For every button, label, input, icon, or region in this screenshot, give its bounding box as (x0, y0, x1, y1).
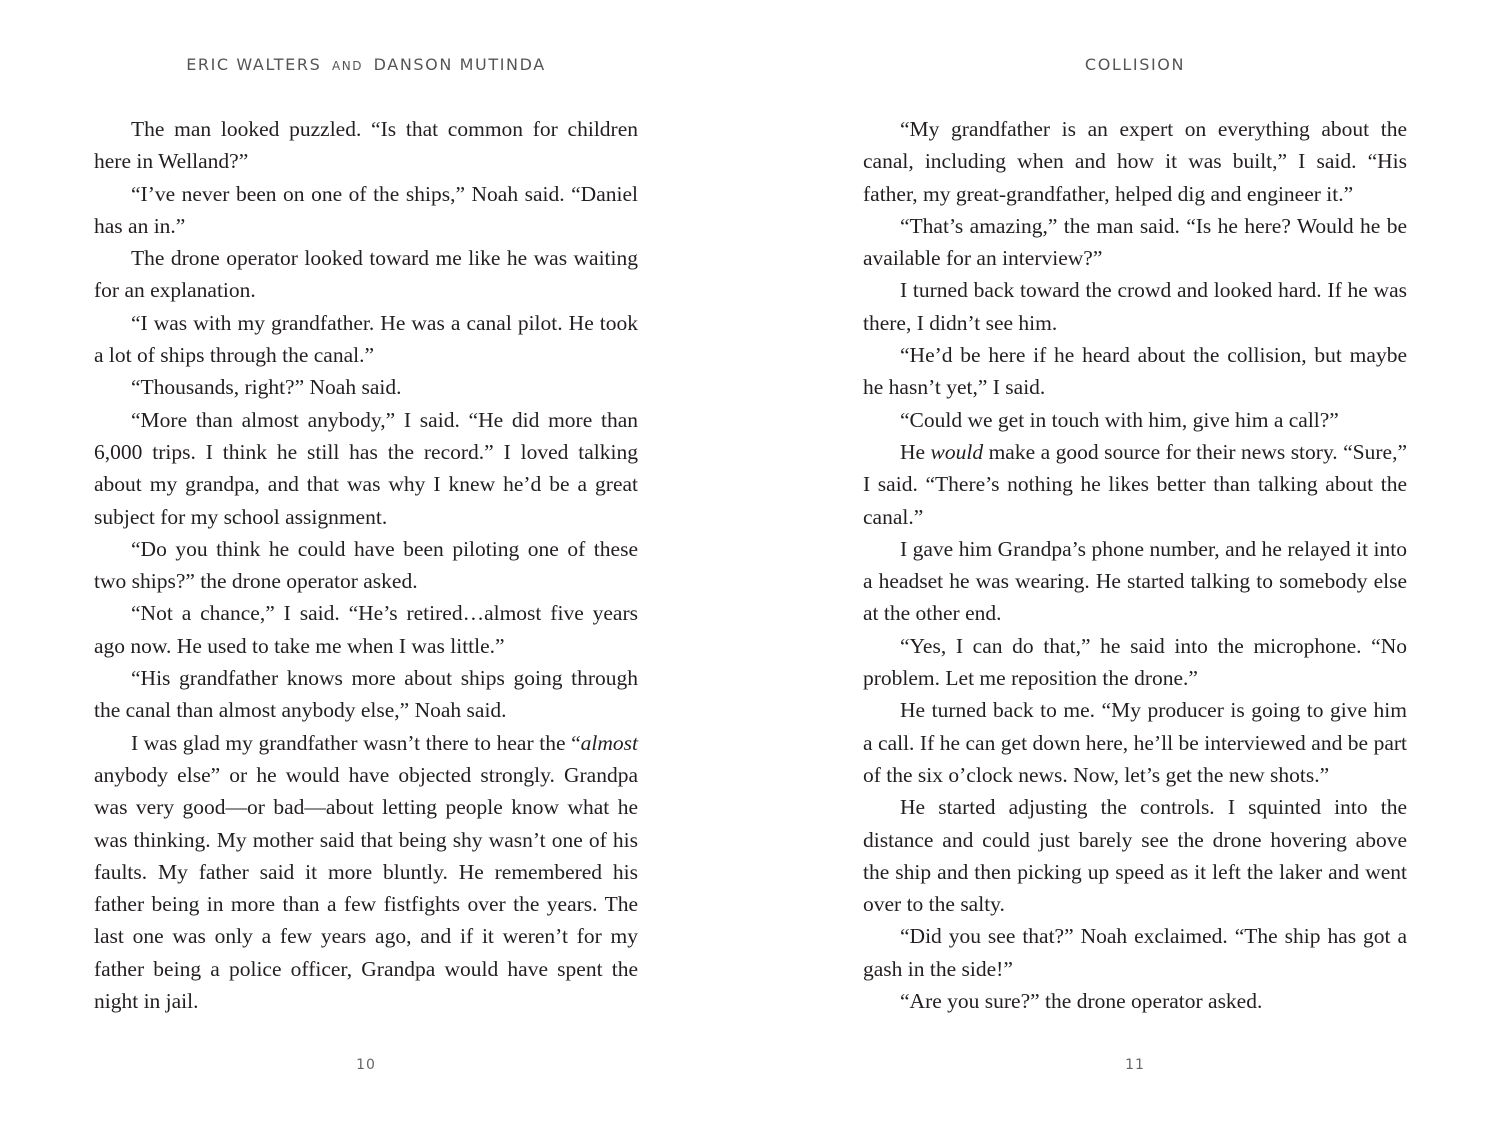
right-page-body (863, 113, 1407, 1017)
paragraph: “Could we get in touch with him, give him a call?” (900, 407, 1339, 432)
text-run: anybody else” or he would have objected strongly. Grandpa was very good—or bad—about letting people know what he was thinking. My mother said that being shy wasn’t one of his faults. My father said it more bluntly. He remembered his father being in more than a few fistfights over the years. The last one was only a few years ago, and if it weren’t for my father being a police officer, Grandpa would have spent the night in jail. (94, 762, 638, 1014)
text-run: make a good source for their news story. “Sure,” I said. “There’s nothing he likes better than talking about the canal.” (863, 439, 1408, 529)
author-2: DANSON MUTINDA (373, 55, 546, 74)
paragraph-with-italic (863, 436, 1407, 533)
author-1: ERIC WALTERS (186, 55, 322, 74)
paragraph: The man looked puzzled. “Is that common for children here in Welland?” (94, 117, 638, 174)
paragraph: He started adjusting the controls. I squinted into the distance and could just barely see the drone hovering above the ship and then picking up speed as it left the laker and went over to the salty. (863, 795, 1407, 917)
paragraph: He turned back to me. “My producer is going to give him a call. If he can get down here, he’ll be interviewed and be part of the six o’clock news. Now, let’s get the new shots.” (863, 698, 1407, 787)
text-run: I was glad my grandfather wasn’t there to hear the “ (131, 730, 581, 755)
italic-word: would (930, 439, 984, 464)
paragraph: “Are you sure?” the drone operator asked. (900, 989, 1263, 1014)
paragraph: “Yes, I can do that,” he said into the microphone. “No problem. Let me reposition the drone.” (863, 633, 1407, 691)
author-conjunction: AND (332, 59, 363, 73)
paragraph: The drone operator looked toward me like he was waiting for an explanation. (94, 246, 638, 303)
text-run: He (900, 439, 931, 464)
paragraph: “Not a chance,” I said. “He’s retired…almost five years ago now. He used to take me when I was little.” (94, 601, 638, 658)
paragraph: “Do you think he could have been piloting one of these two ships?” the drone operator asked. (94, 536, 638, 594)
paragraph: “My grandfather is an expert on everything about the canal, including when and how it was built,” I said. “His father, my great-grandfather, helped dig and engineer it.” (863, 117, 1407, 206)
right-page (750, 0, 1500, 1125)
running-head-authors (94, 55, 638, 74)
paragraph: “Thousands, right?” Noah said. (131, 375, 402, 400)
paragraph: I turned back toward the crowd and looked hard. If he was there, I didn’t see him. (863, 278, 1407, 335)
paragraph: “I was with my grandfather. He was a canal pilot. He took a lot of ships through the canal.” (94, 310, 638, 368)
paragraph: “His grandfather knows more about ships going through the canal than almost anybody else,” Noah said. (94, 666, 638, 723)
paragraph: “Did you see that?” Noah exclaimed. “The ship has got a gash in the side!” (863, 924, 1407, 981)
paragraph: “More than almost anybody,” I said. “He did more than 6,000 trips. I think he still has the record.” I loved talking about my grandpa, and that was why I knew he’d be a great subject for my school assignment. (94, 407, 638, 529)
page-number: 11 (1125, 1057, 1145, 1073)
left-page-body (94, 113, 638, 1017)
paragraph: “That’s amazing,” the man said. “Is he here? Would he be available for an interview?” (863, 213, 1407, 271)
italic-word: almost (580, 730, 638, 755)
page-number: 10 (356, 1057, 376, 1073)
paragraph-with-italic (94, 727, 638, 1018)
paragraph: I gave him Grandpa’s phone number, and he relayed it into a headset he was wearing. He started talking to somebody else at the other end. (863, 536, 1407, 626)
paragraph: “He’d be here if he heard about the collision, but maybe he hasn’t yet,” I said. (863, 343, 1407, 400)
paragraph: “I’ve never been on one of the ships,” Noah said. “Daniel has an in.” (94, 181, 638, 238)
running-head-title: COLLISION (1084, 55, 1186, 74)
